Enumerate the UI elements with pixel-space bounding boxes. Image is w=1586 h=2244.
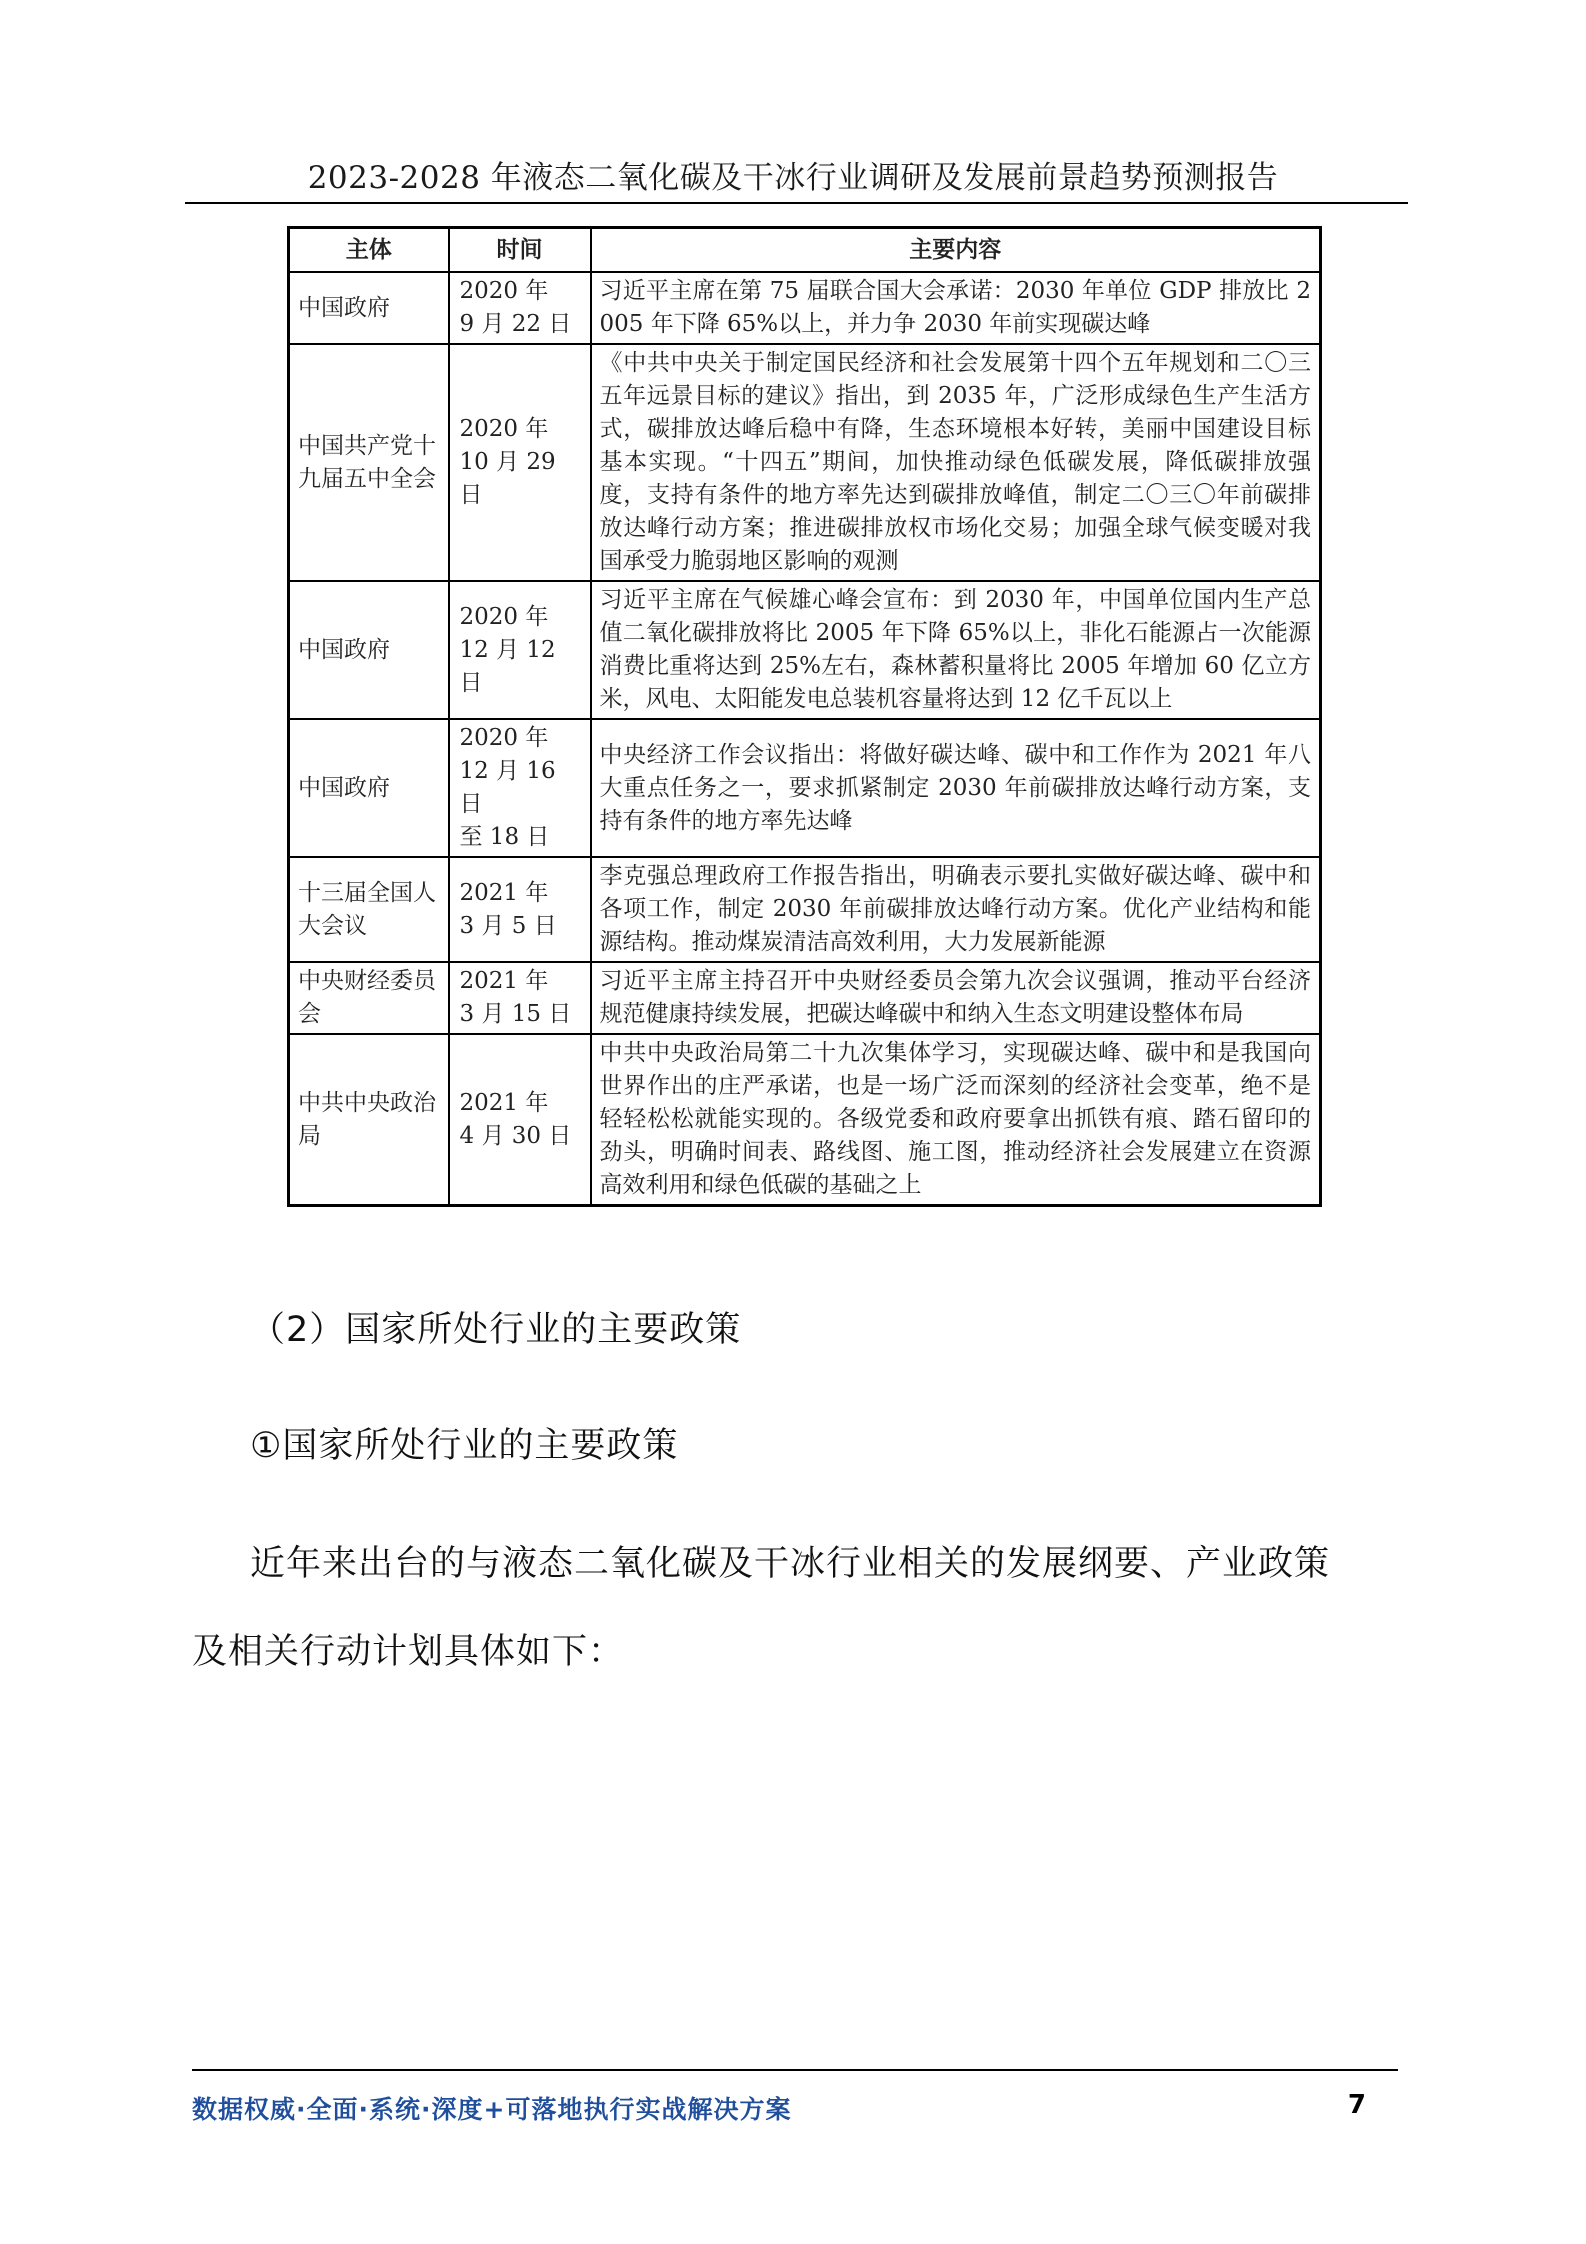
cell-content: 中央经济工作会议指出：将做好碳达峰、碳中和工作作为 2021 年八大重点任务之一，要求抓紧制定 2030 年前碳排放达峰行动方案，支持有条件的地方率先达峰 <box>591 719 1321 857</box>
cell-subject: 中国政府 <box>289 581 449 719</box>
column-header-subject: 主体 <box>289 228 449 273</box>
table-row <box>289 962 1321 1034</box>
column-header-time: 时间 <box>449 228 591 273</box>
cell-time: 2021 年 4 月 30 日 <box>449 1034 591 1206</box>
page-number: 7 <box>1347 2090 1366 2120</box>
cell-subject: 中共中央政治局 <box>289 1034 449 1206</box>
cell-content: 《中共中央关于制定国民经济和社会发展第十四个五年规划和二〇三五年远景目标的建议》指出，到 2035 年，广泛形成绿色生产生活方式，碳排放达峰后稳中有降，生态环境根本好转，美丽中国建设目标基本实现。“十四五”期间，加快推动绿色低碳发展，降低碳排放强度，支持有条件的地方率先达到碳排放峰值，制定二〇三〇年前碳排放达峰行动方案；推进碳排放权市场化交易；加强全球气候变暖对我国承受力脆弱地区影响的观测 <box>591 344 1321 581</box>
cell-time: 2020 年 10 月 29 日 <box>449 344 591 581</box>
cell-time: 2020 年 12 月 12 日 <box>449 581 591 719</box>
cell-content: 习近平主席在气候雄心峰会宣布：到 2030 年，中国单位国内生产总值二氧化碳排放将比 2005 年下降 65%以上，非化石能源占一次能源消费比重将达到 25%左右，森林蓄积量将比 2005 年增加 60 亿立方米，风电、太阳能发电总装机容量将达到 12 亿千瓦以上 <box>591 581 1321 719</box>
cell-content: 习近平主席主持召开中央财经委员会第九次会议强调，推动平台经济规范健康持续发展，把碳达峰碳中和纳入生态文明建设整体布局 <box>591 962 1321 1034</box>
section-heading: （2）国家所处行业的主要政策 <box>250 1310 742 1350</box>
table-header-row <box>289 228 1321 273</box>
cell-time: 2020 年 9 月 22 日 <box>449 272 591 344</box>
cell-subject: 中国政府 <box>289 272 449 344</box>
cell-content: 习近平主席在第 75 届联合国大会承诺：2030 年单位 GDP 排放比 2005 年下降 65%以上，并力争 2030 年前实现碳达峰 <box>591 272 1321 344</box>
body-paragraph-line-1: 近年来出台的与液态二氧化碳及干冰行业相关的发展纲要、产业政策 <box>250 1544 1331 1584</box>
table-row <box>289 344 1321 581</box>
cell-content: 李克强总理政府工作报告指出，明确表示要扎实做好碳达峰、碳中和各项工作，制定 2030 年前碳排放达峰行动方案。优化产业结构和能源结构。推动煤炭清洁高效利用，大力发展新能源 <box>591 857 1321 962</box>
cell-subject: 中国政府 <box>289 719 449 857</box>
page-header-title: 2023-2028 年液态二氧化碳及干冰行业调研及发展前景趋势预测报告 <box>307 160 1279 196</box>
footer-slogan: 数据权威·全面·系统·深度+可落地执行实战解决方案 <box>192 2095 792 2124</box>
column-header-content: 主要内容 <box>591 228 1321 273</box>
policy-table <box>287 226 1322 1207</box>
header-divider <box>185 202 1408 204</box>
cell-time: 2020 年 12 月 16 日 至 18 日 <box>449 719 591 857</box>
table-row <box>289 581 1321 719</box>
table-row <box>289 719 1321 857</box>
table-row <box>289 1034 1321 1206</box>
cell-time: 2021 年 3 月 15 日 <box>449 962 591 1034</box>
footer-divider <box>192 2069 1398 2071</box>
cell-subject: 中央财经委员会 <box>289 962 449 1034</box>
table-row <box>289 857 1321 962</box>
body-paragraph-line-2: 及相关行动计划具体如下： <box>192 1632 625 1672</box>
cell-subject: 中国共产党十九届五中全会 <box>289 344 449 581</box>
table-row <box>289 272 1321 344</box>
cell-time: 2021 年 3 月 5 日 <box>449 857 591 962</box>
subsection-heading: ①国家所处行业的主要政策 <box>250 1426 679 1466</box>
cell-content: 中共中央政治局第二十九次集体学习，实现碳达峰、碳中和是我国向世界作出的庄严承诺，也是一场广泛而深刻的经济社会变革，绝不是轻轻松松就能实现的。各级党委和政府要拿出抓铁有痕、踏石留印的劲头，明确时间表、路线图、施工图，推动经济社会发展建立在资源高效利用和绿色低碳的基础之上 <box>591 1034 1321 1206</box>
cell-subject: 十三届全国人大会议 <box>289 857 449 962</box>
